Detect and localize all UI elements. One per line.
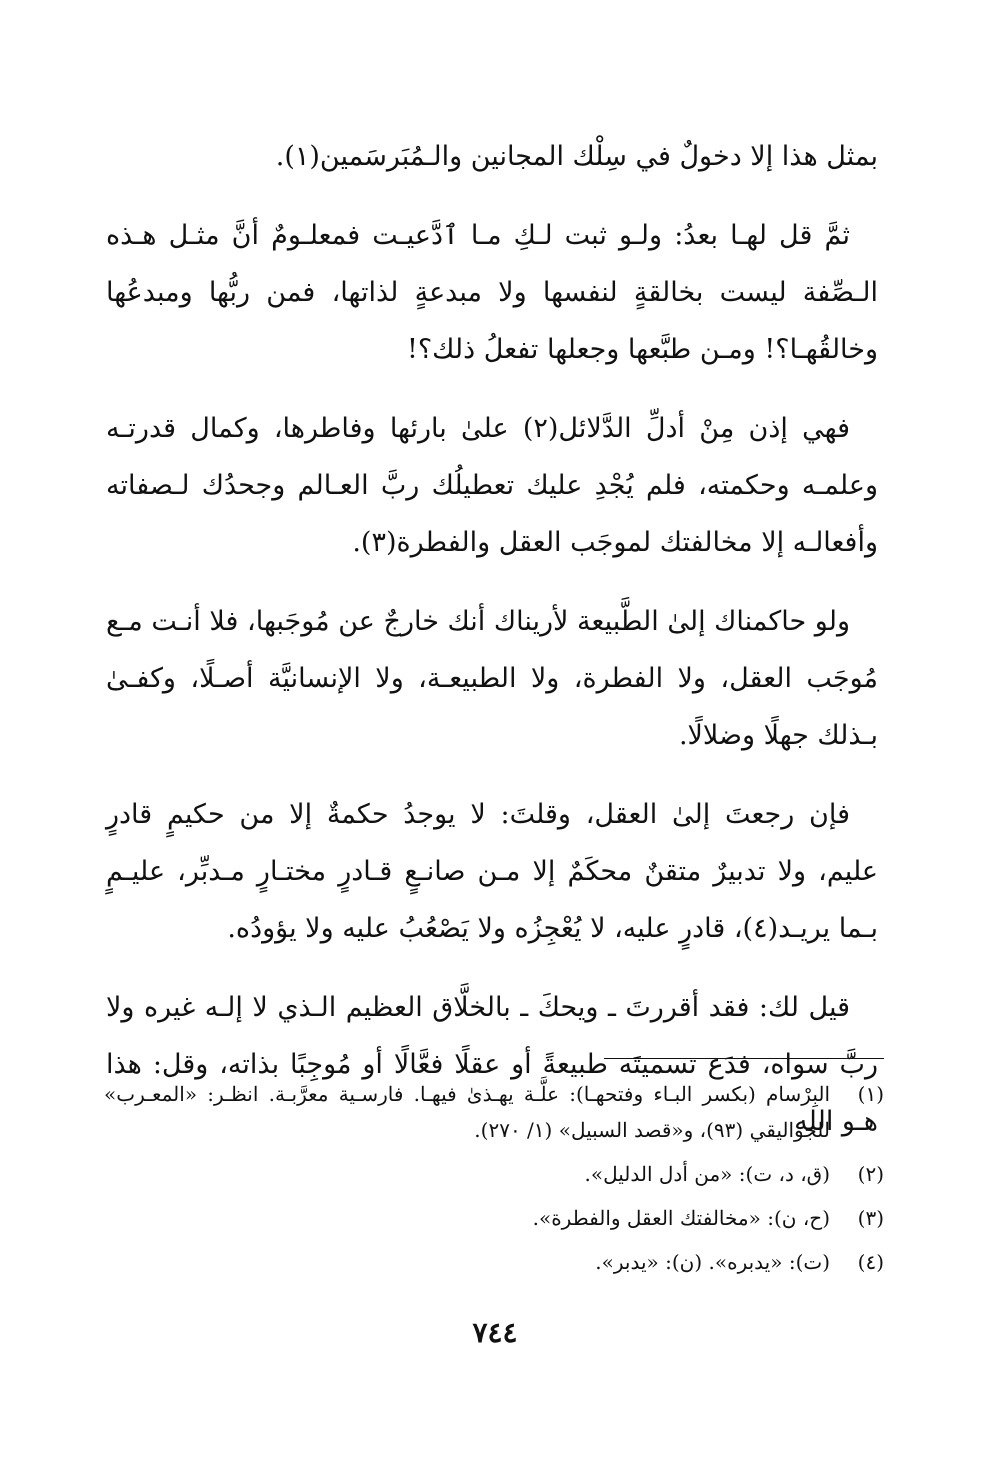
- footnote-text: (ت): «يدبره». (ن): «يدبر».: [595, 1250, 830, 1274]
- paragraph-2: ثمَّ قل لهـا بعدُ: ولـو ثبت لـكِ مـا ٱدَّعيـت فمعلـومٌ أنَّ مثـل هـذه الـصِّفة ليست بخالقةٍ لنفسها ولا مبدعةٍ لذاتها، فمن ربُّها ومبدعُها وخالقُهـا؟! ومـن طبَّعها وجعلها تفعلُ ذلك؟!: [106, 220, 878, 365]
- footnote-1: [104, 1076, 884, 1148]
- footnote-text: (ح، ن): «مخالفتك العقل والفطرة».: [532, 1206, 830, 1230]
- footnote-text: (ق، د، ت): «من أدل الدليل».: [584, 1162, 830, 1186]
- footnote-number: (٤): [857, 1250, 884, 1274]
- footnote-3: [104, 1200, 884, 1236]
- paragraph-3: فهي إذن مِنْ أدلِّ الدَّلائل(٢) علىٰ بارئها وفاطرها، وكمال قدرتـه وعلمـه وحكمته، فلم يُجْدِ عليك تعطيلُك ربَّ العـالم وجحدُك لـصفاته وأفعالـه إلا مخالفتك لموجَب العقل والفطرة(٣).: [106, 413, 878, 558]
- paragraph-1: بمثل هذا إلا دخولٌ في سِلْك المجانين والـمُبَرسَمين(١).: [275, 141, 878, 172]
- footnote-separator: [604, 1058, 884, 1059]
- page-number: ٧٤٤: [472, 1316, 518, 1349]
- footnotes: [104, 1076, 884, 1288]
- paragraph-6: قيل لك: فقد أقررتَ ـ ويحكَ ـ بالخلَّاق العظيم الـذي لا إلـه غيره ولا ربَّ سواه، فدَع تسميتَه طبيعةً أو عقلًا فعَّالًا أو مُوجِبًا بذاته، وقل: هذا هـو الله: [106, 992, 878, 1137]
- main-text: [106, 128, 878, 1172]
- footnote-number: (٢): [857, 1162, 884, 1186]
- footnote-number: (١): [857, 1082, 884, 1106]
- paragraph-5: فإن رجعتَ إلىٰ العقل، وقلتَ: لا يوجدُ حكمةٌ إلا من حكيمٍ قادرٍ عليم، ولا تدبيرٌ متقنٌ محكَمٌ إلا مـن صانـعٍ قـادرٍ مختـارٍ مـدبِّر، عليـمٍ بـما يريـد(٤)، قادرٍ عليه، لا يُعْجِزُه ولا يَصْعُبُ عليه ولا يؤودُه.: [106, 799, 878, 944]
- footnote-2: [104, 1156, 884, 1192]
- footnote-number: (٣): [857, 1206, 884, 1230]
- footnote-text: البِرْسام (بكسر البـاء وفتحهـا): علَّـة يهـذىٰ فيهـا. فارسـية معرَّبـة. انظـر: «المعـرب» للجواليقي (٩٣)، و«قصد السبيل» (١/ ٢٧٠).: [104, 1082, 830, 1142]
- footnote-4: [104, 1244, 884, 1280]
- paragraph-4: ولو حاكمناك إلىٰ الطَّبيعة لأريناك أنك خارجٌ عن مُوجَبها، فلا أنـت مـع مُوجَب العقل، ولا الفطرة، ولا الطبيعـة، ولا الإنسانيَّة أصـلًا، وكفـىٰ بـذلك جهلًا وضلالًا.: [106, 606, 878, 751]
